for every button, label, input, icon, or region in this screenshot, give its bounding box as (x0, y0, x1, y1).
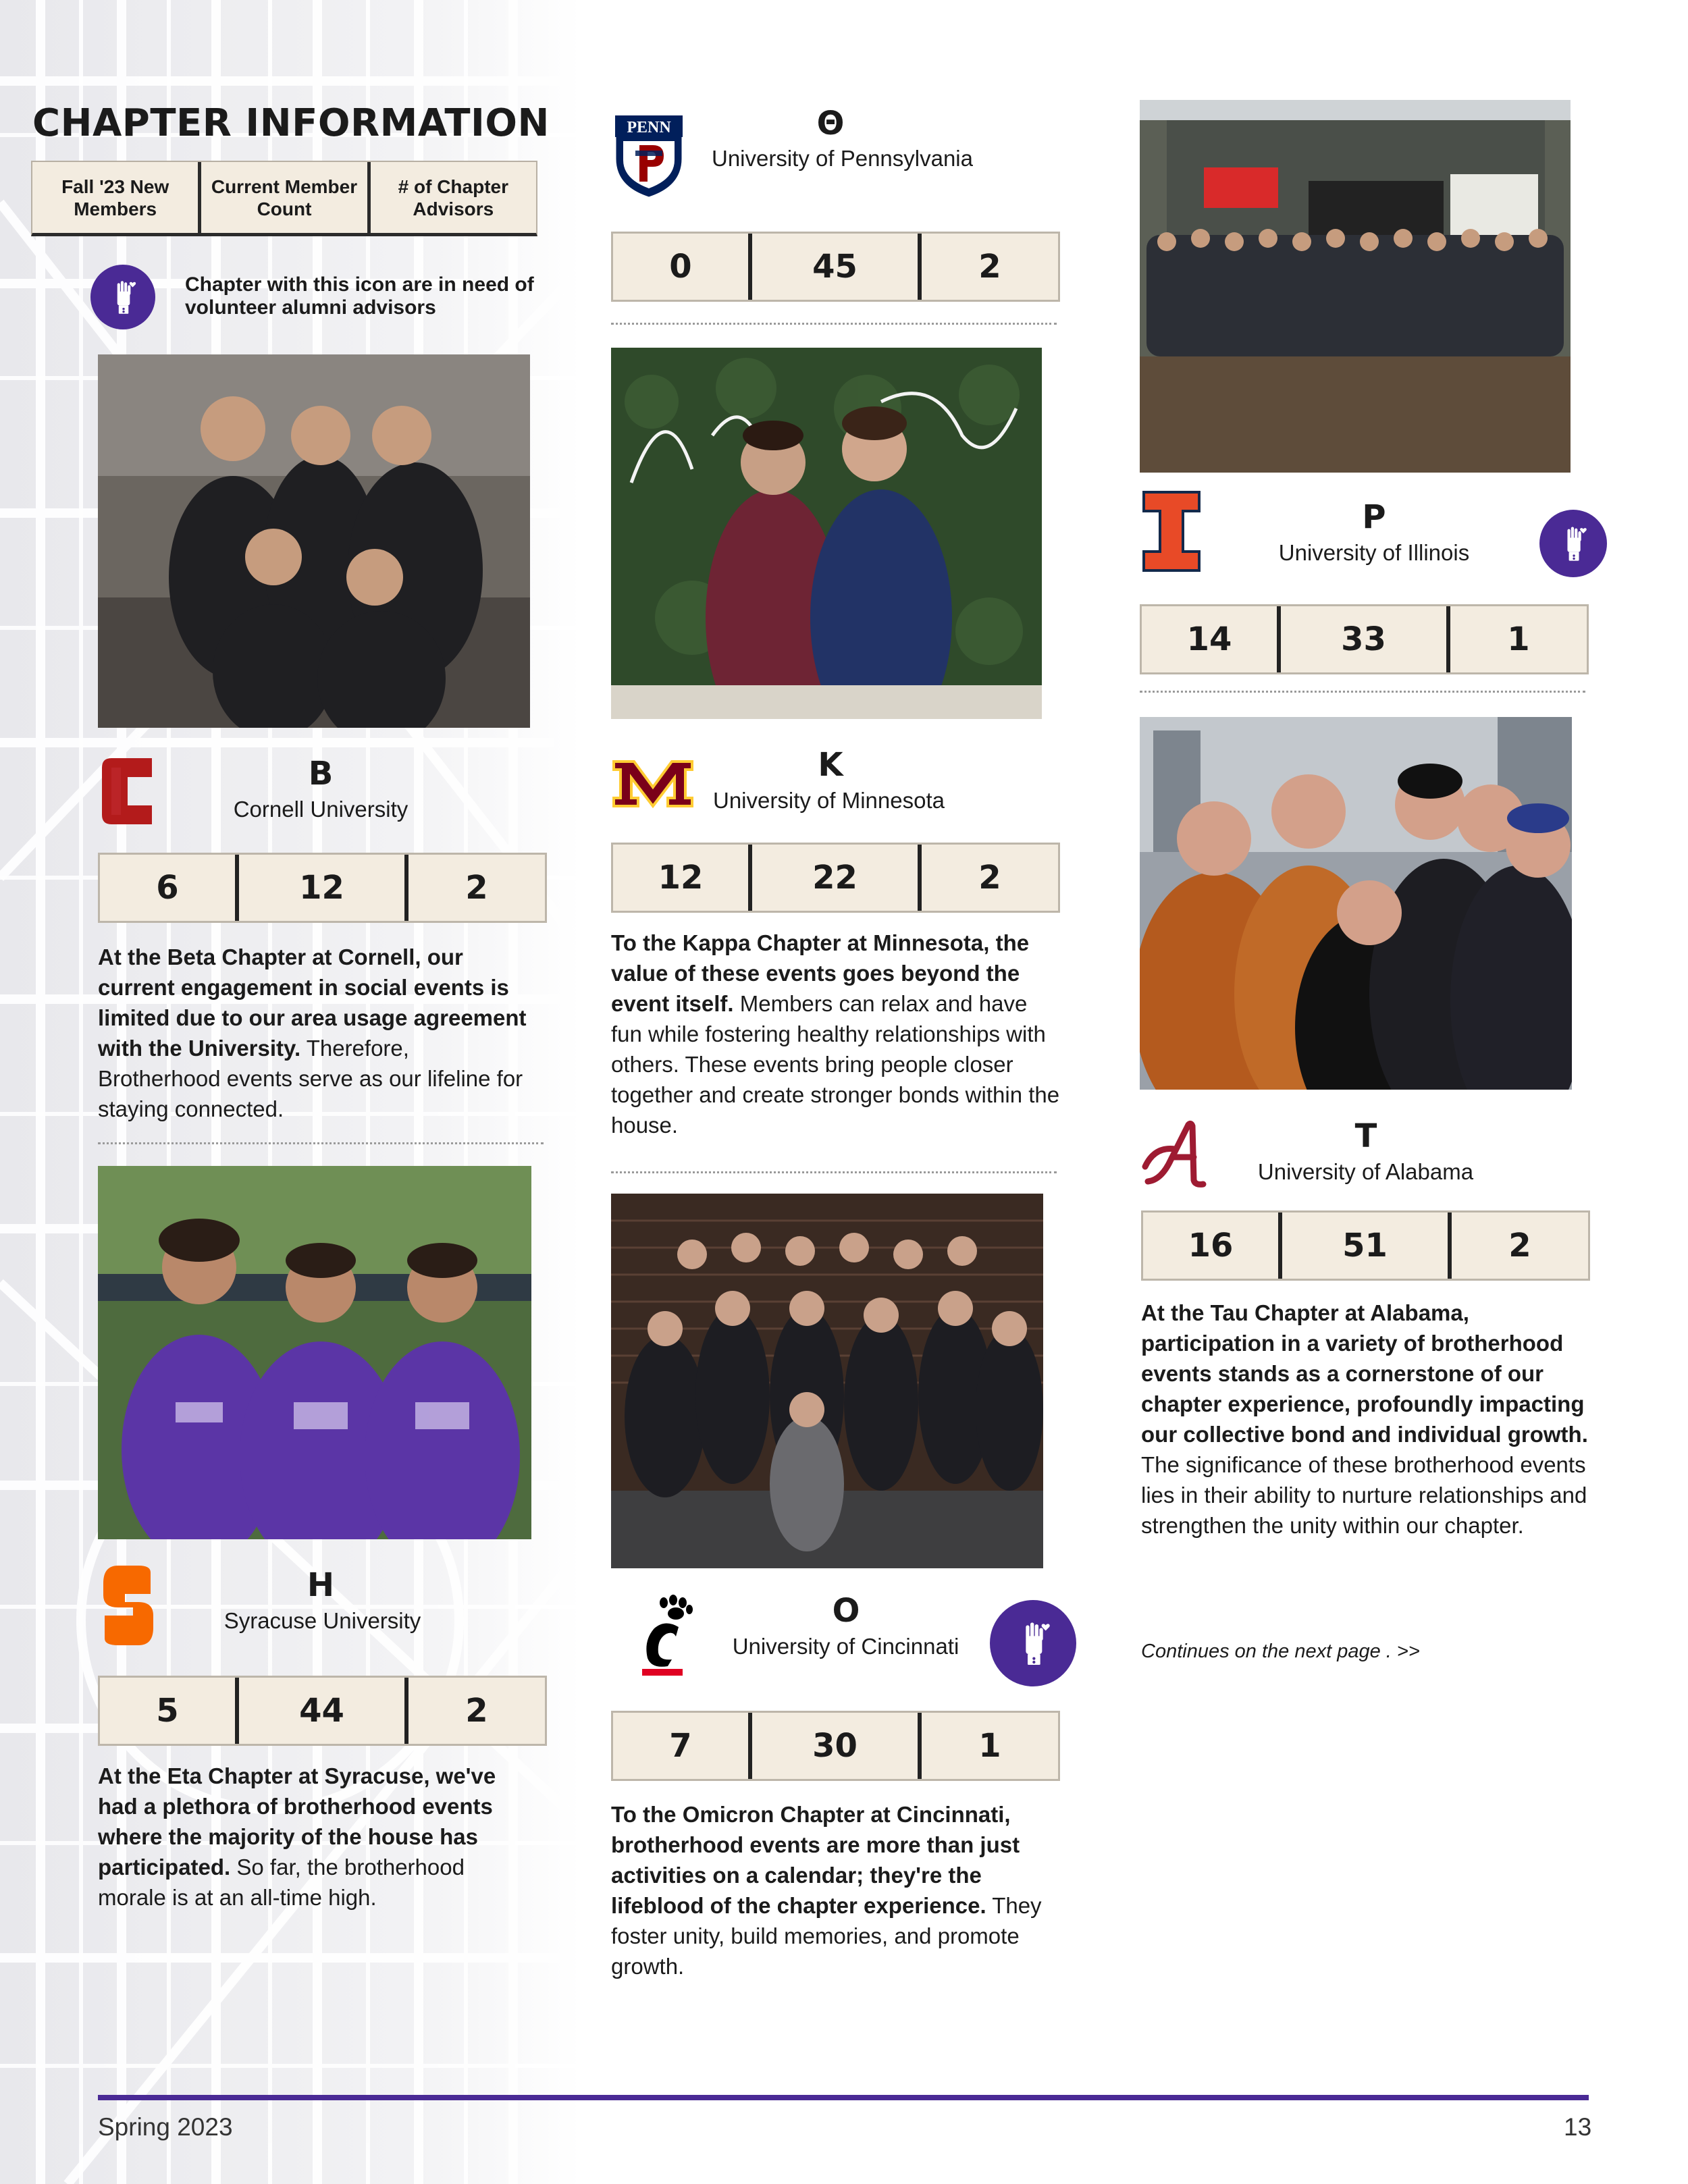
syracuse-logo (98, 1563, 159, 1647)
minnesota-new-members: 12 (613, 845, 752, 911)
alabama-advisors: 2 (1508, 1227, 1531, 1264)
syracuse-description-bold: At the Eta Chapter at Syracuse, we've had a plethora of brotherhood events where the majority of the house has participated. (98, 1763, 496, 1880)
cincinnati-advisors: 1 (978, 1727, 1001, 1765)
cornell-new-members: 6 (100, 855, 239, 921)
cornell-description-bold: At the Beta Chapter at Cornell, our current engagement in social events is limited due to our area usage agreement with the University. (98, 944, 527, 1061)
alabama-description-rest: The significance of these brotherhood events lies in their ability to nurture relationships and strengthen the unity within our chapter. (1141, 1452, 1587, 1538)
syracuse-greek-letter: H (307, 1566, 335, 1604)
cincinnati-member-count: 30 (752, 1713, 922, 1779)
illinois-member-count: 33 (1281, 606, 1450, 672)
penn-logo-text: PENN (627, 119, 671, 136)
alabama-logo (1141, 1119, 1209, 1190)
alabama-chapter-photo (1140, 717, 1572, 1090)
illinois-university-name: University of Illinois (1278, 540, 1470, 565)
cincinnati-logo (631, 1593, 695, 1681)
minnesota-chapter-photo (611, 348, 1042, 719)
footer-rule (98, 2095, 1589, 2100)
illinois-chapter-photo (1140, 100, 1571, 473)
cornell-university-name: Cornell University (233, 797, 408, 822)
cincinnati-new-members: 7 (613, 1713, 752, 1779)
illinois-advisors: 1 (1507, 620, 1530, 658)
icon-legend-note: Chapter with this icon are in need of volunteer alumni advisors (185, 273, 534, 319)
minnesota-greek-letter: K (818, 746, 843, 784)
minnesota-logo (611, 757, 695, 810)
syracuse-advisors: 2 (465, 1692, 488, 1730)
illinois-stats (1140, 604, 1589, 674)
minnesota-university-name: University of Minnesota (713, 788, 945, 813)
syracuse-stats (98, 1676, 547, 1746)
page-title: CHAPTER INFORMATION (32, 101, 550, 145)
penn-new-members: 0 (613, 234, 752, 300)
cornell-logo (98, 753, 159, 830)
divider (611, 323, 1057, 325)
cincinnati-description (611, 1799, 1063, 1981)
footer-issue: Spring 2023 (98, 2113, 233, 2141)
legend-advisors: # of Chapter Advisors (398, 176, 508, 219)
minnesota-description-bold: To the Kappa Chapter at Minnesota, the value of these events goes beyond the event itself. (611, 930, 1030, 1016)
syracuse-university-name: Syracuse University (223, 1608, 421, 1633)
penn-university-name: University of Pennsylvania (711, 146, 973, 171)
penn-stats (611, 232, 1060, 302)
syracuse-description (98, 1761, 537, 1913)
legend-table (31, 161, 537, 236)
syracuse-member-count: 44 (239, 1678, 408, 1744)
minnesota-member-count: 22 (752, 845, 922, 911)
alabama-description (1141, 1298, 1593, 1541)
divider (1140, 691, 1585, 693)
page-number: 13 (1564, 2113, 1592, 2141)
cornell-advisors: 2 (465, 869, 488, 907)
cincinnati-greek-letter: O (832, 1592, 860, 1630)
illinois-logo (1141, 489, 1202, 574)
alabama-stats (1141, 1210, 1590, 1281)
cincinnati-stats (611, 1711, 1060, 1781)
alabama-greek-letter: T (1354, 1117, 1377, 1155)
cornell-greek-letter: B (308, 755, 334, 793)
cincinnati-university-name: University of Cincinnati (732, 1634, 959, 1659)
legend-new-members: Fall '23 New Members (32, 162, 201, 233)
syracuse-new-members: 5 (100, 1678, 239, 1744)
cornell-description (98, 942, 537, 1124)
penn-logo (611, 111, 687, 201)
legend-member-count: Current Member Count (201, 162, 370, 233)
cornell-description-rest: Therefore, Brotherhood events serve as our lifeline for staying connected. (98, 1036, 523, 1121)
penn-advisors: 2 (978, 248, 1001, 286)
divider (611, 1171, 1057, 1173)
penn-member-count: 45 (752, 234, 922, 300)
penn-greek-letter: Θ (816, 105, 845, 142)
continues-note: Continues on the next page . >> (1141, 1641, 1420, 1662)
cincinnati-description-rest: They foster unity, build memories, and promote growth. (611, 1893, 1042, 1979)
raised-hand-icon (1539, 510, 1607, 577)
illinois-greek-letter: P (1362, 498, 1386, 536)
minnesota-advisors: 2 (978, 859, 1001, 897)
minnesota-stats (611, 843, 1060, 913)
cincinnati-description-bold: To the Omicron Chapter at Cincinnati, brotherhood events are more than just activities on a calendar; they're the lifeblood of the chapter experience. (611, 1802, 1020, 1918)
alabama-description-bold: At the Tau Chapter at Alabama, participation in a variety of brotherhood events stands as a cornerstone of our chapter experience, profoundly impacting our collective bond and individual growth. (1141, 1300, 1588, 1447)
raised-hand-icon (990, 1600, 1076, 1686)
cincinnati-chapter-photo (611, 1194, 1043, 1568)
cornell-member-count: 12 (239, 855, 408, 921)
raised-hand-icon (90, 265, 155, 329)
alabama-new-members: 16 (1143, 1213, 1282, 1279)
illinois-new-members: 14 (1142, 606, 1281, 672)
alabama-member-count: 51 (1282, 1213, 1452, 1279)
cornell-chapter-photo (98, 354, 530, 728)
divider (98, 1142, 544, 1144)
minnesota-description-rest: Members can relax and have fun while fostering healthy relationships with others. These events bring people closer together and create stronger bonds within the house. (611, 991, 1060, 1138)
cornell-stats (98, 853, 547, 923)
syracuse-description-rest: So far, the brotherhood morale is at an all-time high. (98, 1855, 465, 1910)
syracuse-chapter-photo (98, 1166, 531, 1539)
minnesota-description (611, 928, 1063, 1140)
alabama-university-name: University of Alabama (1257, 1159, 1474, 1184)
